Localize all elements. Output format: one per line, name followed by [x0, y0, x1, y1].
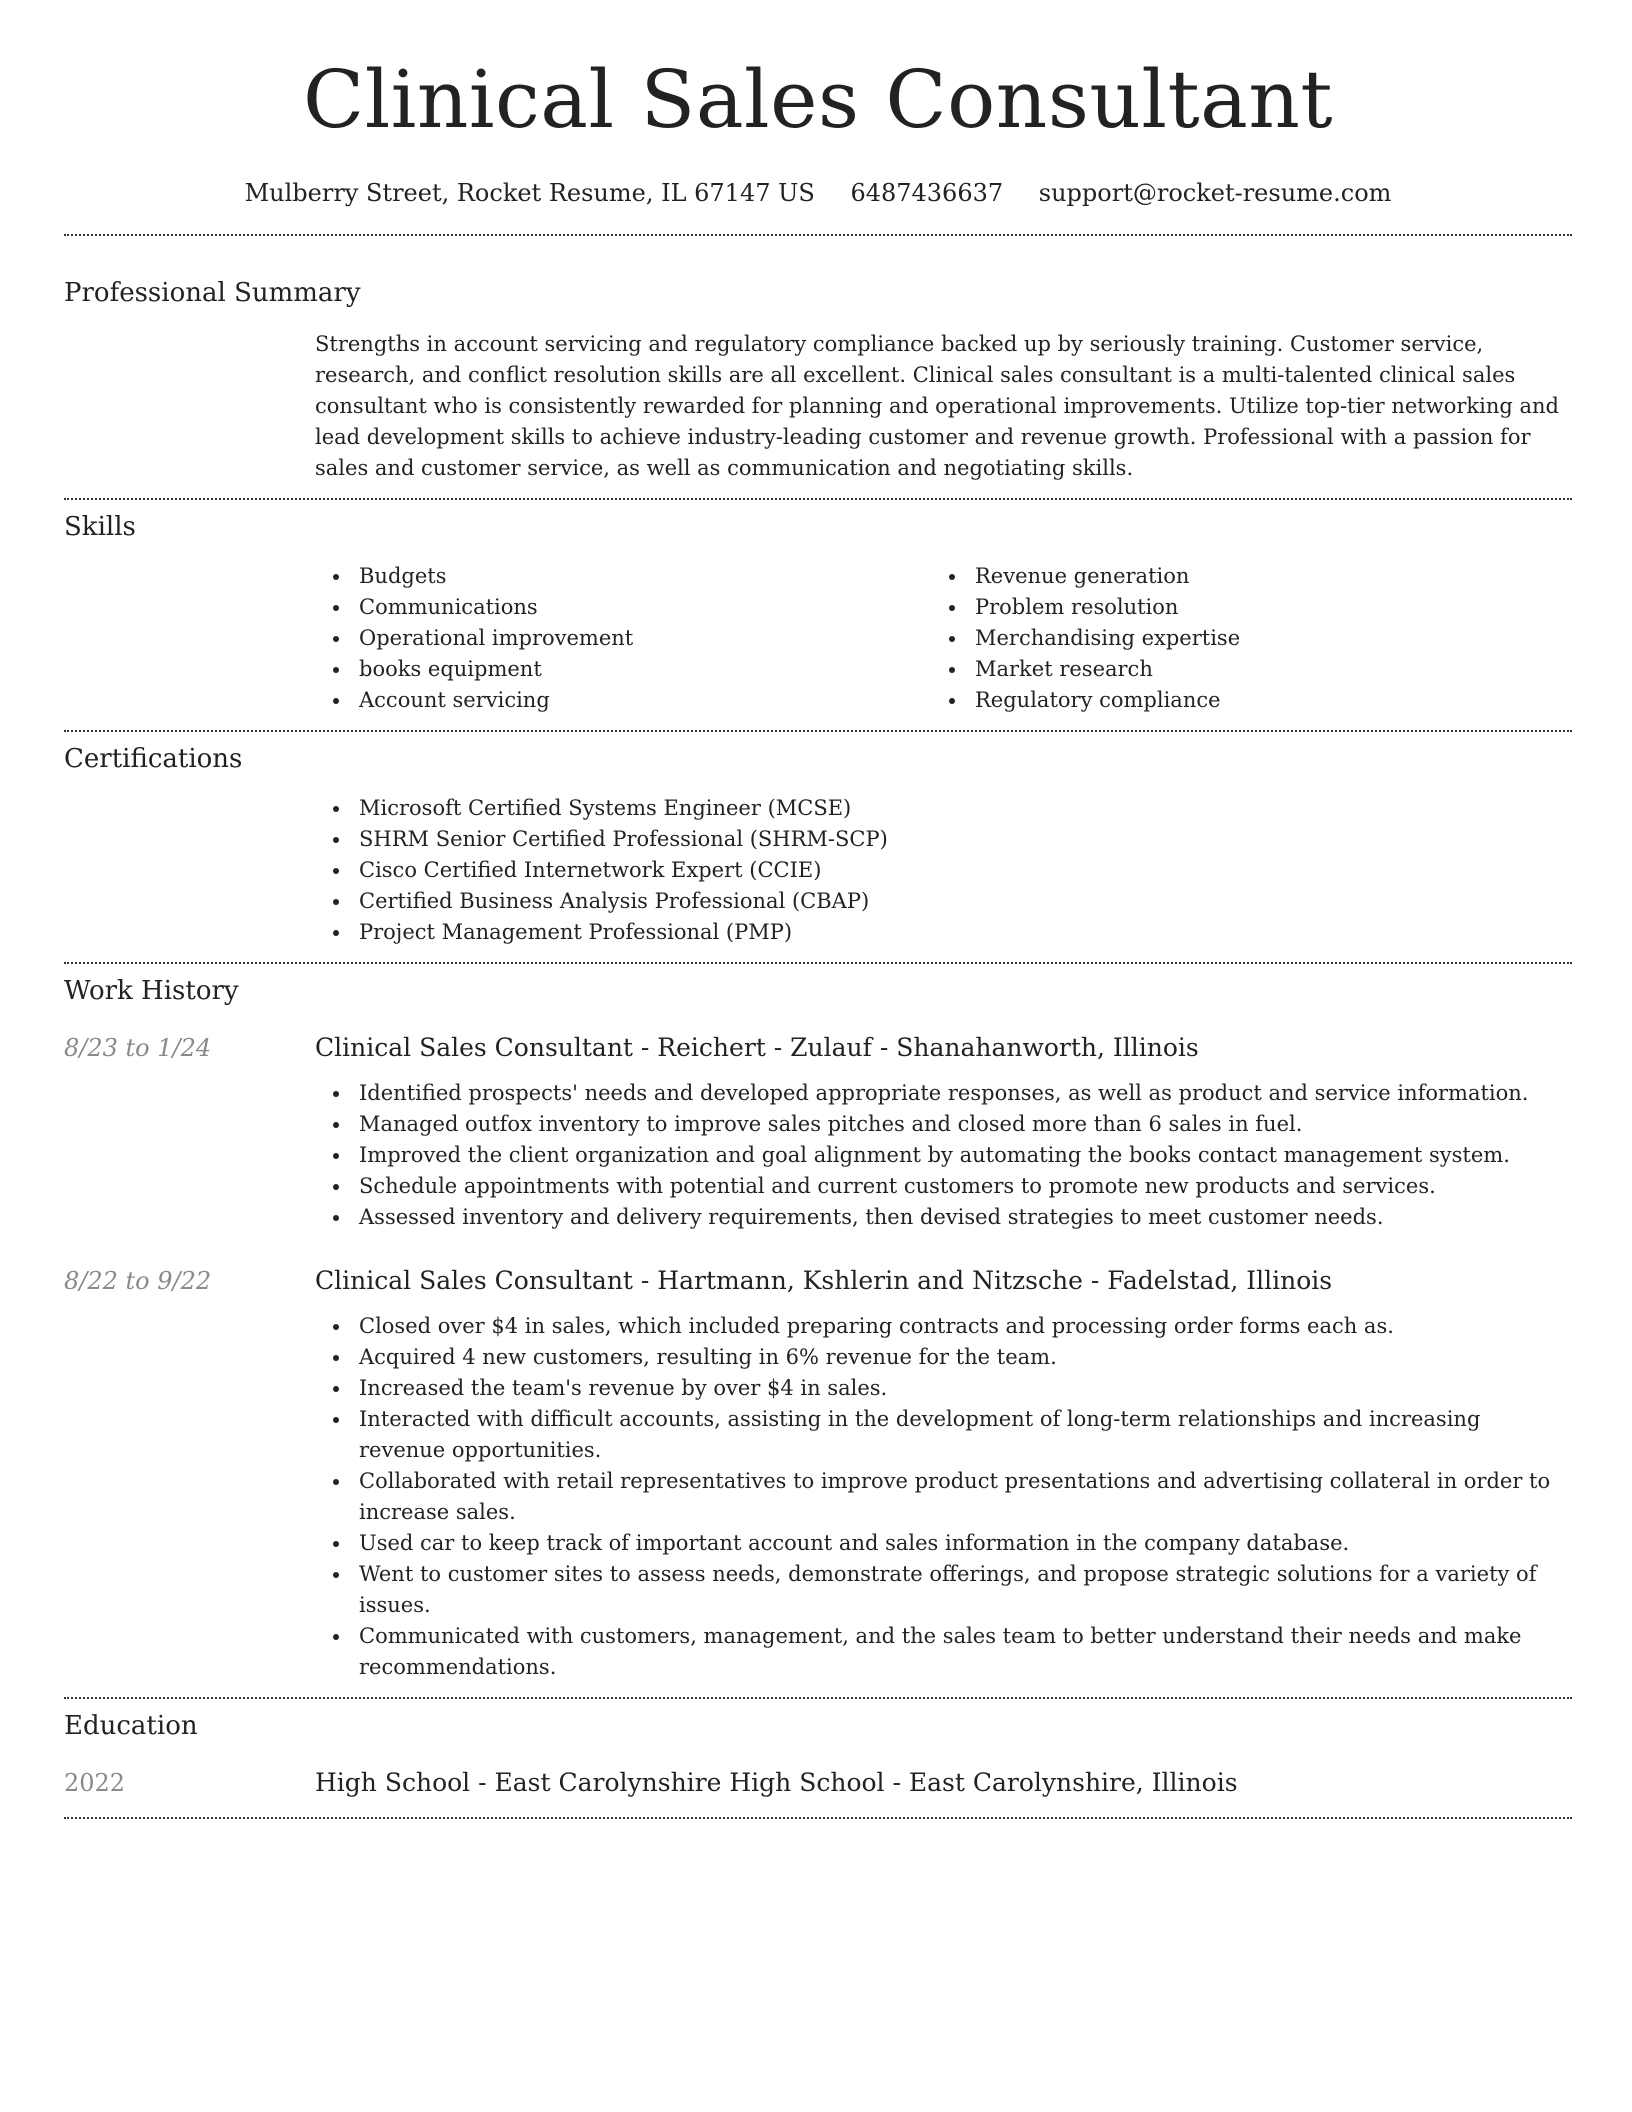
job-duty: Collaborated with retail representatives to improve product presentations and advertising collateral in order to increase sales. [315, 1466, 1572, 1528]
section-divider [64, 962, 1572, 964]
job-duties [315, 1078, 1572, 1233]
job-duty: Identified prospects' needs and developed appropriate responses, as well as product and service information. [315, 1078, 1572, 1109]
skills-list-right [931, 561, 1547, 716]
section-divider [64, 1817, 1572, 1819]
skills-heading: Skills [64, 512, 136, 542]
job-heading: Clinical Sales Consultant - Reichert - Zulauf - Shanahanworth, Illinois [315, 1033, 1199, 1062]
candidate-name: Clinical Sales Consultant [303, 53, 1333, 146]
skill-item: Revenue generation [931, 561, 1547, 592]
job-duty: Communicated with customers, management, and the sales team to better understand their needs and make recommendations. [315, 1621, 1572, 1683]
section-divider [64, 498, 1572, 500]
skills-list-left [315, 561, 931, 716]
education-entry [64, 1767, 1572, 1799]
certification-item: Project Management Professional (PMP) [315, 917, 1572, 948]
job-duty: Increased the team's revenue by over $4 in sales. [315, 1373, 1572, 1404]
contact-address: Mulberry Street, Rocket Resume, IL 67147 US [244, 179, 815, 207]
skill-item: Budgets [315, 561, 931, 592]
job-header [64, 1265, 1572, 1297]
resume-page [64, 0, 1572, 2112]
education-section [64, 1709, 1572, 1799]
job-duty: Went to customer sites to assess needs, demonstrate offerings, and propose strategic solutions for a variety of issues. [315, 1559, 1572, 1621]
job-header [64, 1032, 1572, 1064]
education-year: 2022 [64, 1769, 126, 1797]
job-duties [315, 1311, 1572, 1683]
skills-columns [315, 561, 1572, 716]
resume-header [64, 0, 1572, 208]
job-duty: Closed over $4 in sales, which included preparing contracts and processing order forms each as. [315, 1311, 1572, 1342]
job-duty: Acquired 4 new customers, resulting in 6% revenue for the team. [315, 1342, 1572, 1373]
skill-item: Communications [315, 592, 931, 623]
certification-item: Cisco Certified Internetwork Expert (CCIE) [315, 855, 1572, 886]
work-history-heading: Work History [64, 976, 239, 1006]
certifications-section [64, 742, 1572, 948]
job-dates: 8/22 to 9/22 [64, 1267, 212, 1295]
job-dates: 8/23 to 1/24 [64, 1034, 212, 1062]
certifications-list [315, 793, 1572, 948]
skill-item: Operational improvement [315, 623, 931, 654]
summary-text: Strengths in account servicing and regulatory compliance backed up by seriously training. Customer service, research, and conflict resolution skills are all excellent. Clinical sales consultant is a multi-talented clinical sales consultant who is consistently rewarded for planning and operational improvements. Utilize top-tier networking and lead development skills to achieve industry-leading customer and revenue growth. Professional with a passion for sales and customer service, as well as communication and negotiating skills. [315, 332, 1559, 480]
job-duty: Improved the client organization and goal alignment by automating the books contact management system. [315, 1140, 1572, 1171]
section-divider [64, 234, 1572, 236]
education-heading: Education [64, 1711, 198, 1741]
certification-item: Microsoft Certified Systems Engineer (MCSE) [315, 793, 1572, 824]
skill-item: Regulatory compliance [931, 685, 1547, 716]
job-duty: Assessed inventory and delivery requirements, then devised strategies to meet customer needs. [315, 1202, 1572, 1233]
section-divider [64, 730, 1572, 732]
skill-item: Market research [931, 654, 1547, 685]
skill-item: Merchandising expertise [931, 623, 1547, 654]
summary-heading: Professional Summary [64, 278, 361, 308]
skills-section [64, 510, 1572, 716]
job-duty: Managed outfox inventory to improve sales pitches and closed more than 6 sales in fuel. [315, 1109, 1572, 1140]
job-entry [64, 1265, 1572, 1683]
contact-email: support@rocket-resume.com [1038, 179, 1392, 207]
education-heading-line: High School - East Carolynshire High School - East Carolynshire, Illinois [315, 1768, 1238, 1797]
skill-item: Problem resolution [931, 592, 1547, 623]
certification-item: Certified Business Analysis Professional (CBAP) [315, 886, 1572, 917]
skill-item: Account servicing [315, 685, 931, 716]
work-history-section [64, 974, 1572, 1683]
job-heading: Clinical Sales Consultant - Hartmann, Kshlerin and Nitzsche - Fadelstad, Illinois [315, 1266, 1333, 1295]
skill-item: books equipment [315, 654, 931, 685]
contact-phone: 6487436637 [850, 179, 1004, 207]
job-duty: Interacted with difficult accounts, assisting in the development of long-term relationships and increasing revenue opportunities. [315, 1404, 1572, 1466]
contact-line [64, 178, 1572, 208]
job-duty: Used car to keep track of important account and sales information in the company database. [315, 1528, 1572, 1559]
summary-section [64, 276, 1572, 484]
certification-item: SHRM Senior Certified Professional (SHRM-SCP) [315, 824, 1572, 855]
job-duty: Schedule appointments with potential and current customers to promote new products and services. [315, 1171, 1572, 1202]
certifications-heading: Certifications [64, 744, 243, 774]
section-divider [64, 1697, 1572, 1699]
job-entry [64, 1032, 1572, 1233]
